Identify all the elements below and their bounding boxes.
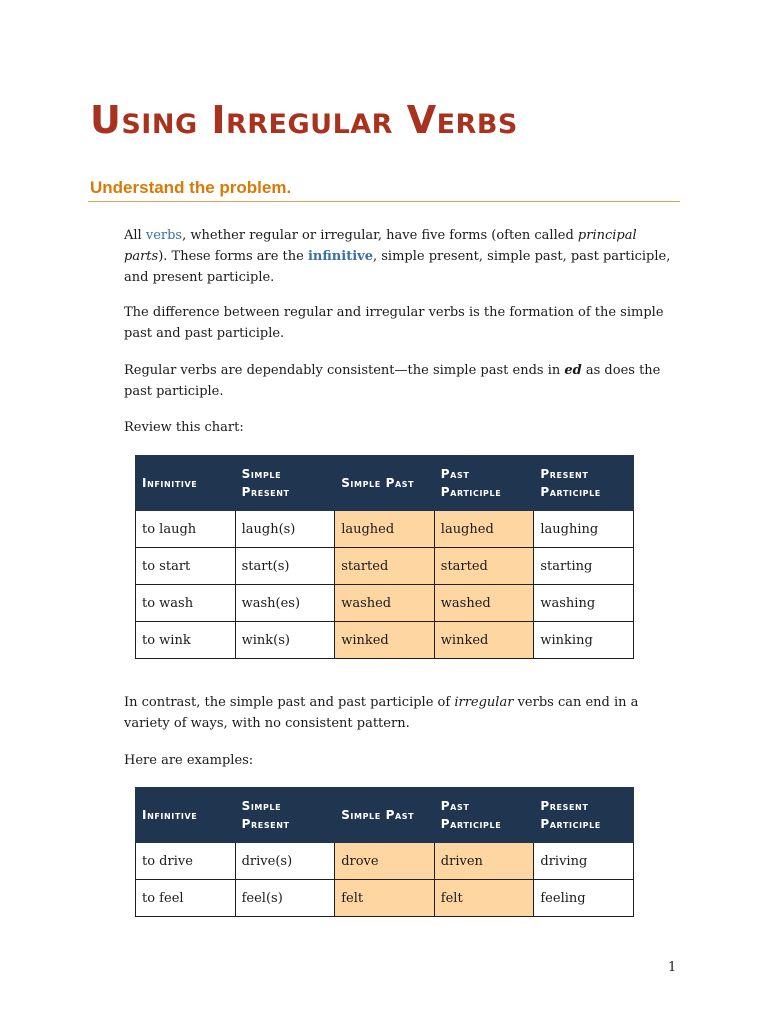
table-row (136, 622, 634, 659)
header-past-participle: Past Participle (434, 788, 534, 843)
header-simple-present: Simple Present (235, 788, 335, 843)
table-cell: washed (434, 585, 534, 622)
irregular-verbs-table (135, 787, 634, 917)
table-cell: drove (335, 843, 435, 880)
header-infinitive: Infinitive (136, 456, 236, 511)
table-cell: winking (534, 622, 634, 659)
table-cell: felt (335, 880, 435, 917)
table-cell: started (434, 548, 534, 585)
page-title: Using Irregular Verbs (90, 98, 518, 142)
section-heading: Understand the problem. (90, 178, 292, 197)
table-row (136, 548, 634, 585)
table-cell: started (335, 548, 435, 585)
table-cell: wink(s) (235, 622, 335, 659)
section-divider (88, 201, 680, 202)
table-row (136, 843, 634, 880)
paragraph-review-chart: Review this chart: (124, 420, 244, 435)
table-cell: starting (534, 548, 634, 585)
paragraph-regular-verbs: Regular verbs are dependably consistent—the simple past ends in ed as does the past participle. (124, 363, 661, 399)
table-cell: winked (335, 622, 435, 659)
table-header-row (136, 788, 634, 843)
table-cell: feeling (534, 880, 634, 917)
verbs-link[interactable]: verbs (145, 228, 183, 243)
paragraph-contrast: In contrast, the simple past and past participle of irregular verbs can end in a variety of ways, with no consistent pattern. (124, 695, 639, 731)
header-past-participle: Past Participle (434, 456, 534, 511)
regular-verbs-table (135, 455, 634, 659)
table-row (136, 880, 634, 917)
table-cell: wash(es) (235, 585, 335, 622)
table-cell: laughed (335, 511, 435, 548)
header-simple-past: Simple Past (335, 788, 435, 843)
table-cell: to wink (136, 622, 236, 659)
table-row (136, 585, 634, 622)
table-cell: to start (136, 548, 236, 585)
table-cell: to drive (136, 843, 236, 880)
table-cell: to wash (136, 585, 236, 622)
table-cell: to laugh (136, 511, 236, 548)
table-cell: feel(s) (235, 880, 335, 917)
table-header-row (136, 456, 634, 511)
infinitive-link[interactable]: infinitive (307, 249, 373, 264)
header-infinitive: Infinitive (136, 788, 236, 843)
header-present-participle: Present Participle (534, 456, 634, 511)
table-row (136, 511, 634, 548)
table-cell: winked (434, 622, 534, 659)
header-present-participle: Present Participle (534, 788, 634, 843)
table-cell: driving (534, 843, 634, 880)
header-simple-present: Simple Present (235, 456, 335, 511)
table-cell: laughing (534, 511, 634, 548)
table-cell: washing (534, 585, 634, 622)
paragraph-examples: Here are examples: (124, 753, 254, 768)
table-cell: felt (434, 880, 534, 917)
table-cell: start(s) (235, 548, 335, 585)
header-simple-past: Simple Past (335, 456, 435, 511)
table-cell: to feel (136, 880, 236, 917)
table-cell: drive(s) (235, 843, 335, 880)
table-cell: laughed (434, 511, 534, 548)
paragraph-principal-parts: All verbs, whether regular or irregular, have five forms (often called principal parts). These forms are the infinitive, simple present, simple past, past participle, and present participle. (124, 228, 671, 285)
table-cell: washed (335, 585, 435, 622)
paragraph-difference: The difference between regular and irregular verbs is the formation of the simple past and past participle. (124, 305, 664, 341)
table-cell: laugh(s) (235, 511, 335, 548)
table-cell: driven (434, 843, 534, 880)
page-number: 1 (668, 960, 677, 975)
